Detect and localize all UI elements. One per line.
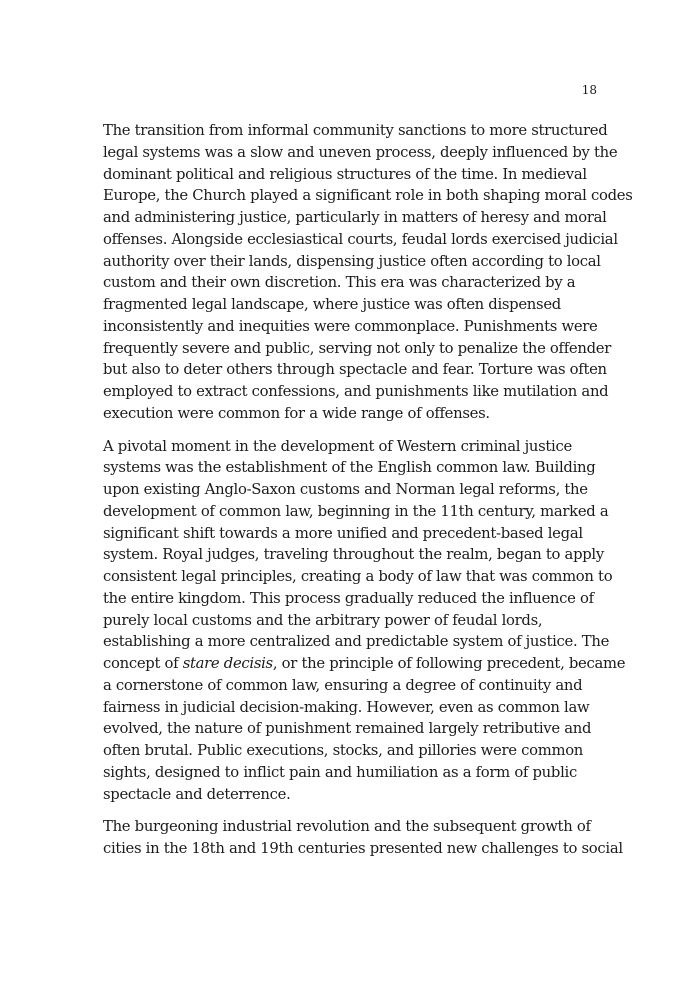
text-line: spectacle and deterrence. (103, 785, 291, 803)
paragraph (103, 120, 633, 425)
text-line: offenses. Alongside ecclesiastical courts, feudal lords exercised judicial (103, 230, 618, 248)
text-line: inconsistently and inequities were commonplace. Punishments were (103, 317, 598, 335)
content (103, 120, 633, 871)
text-line: significant shift towards a more unified and precedent-based legal (103, 524, 583, 542)
text-line: but also to deter others through spectacle and fear. Torture was often (103, 361, 607, 379)
text-line: The burgeoning industrial revolution and the subsequent growth of (103, 818, 591, 836)
text-line: frequently severe and public, serving not only to penalize the offender (103, 339, 611, 357)
text-line: and administering justice, particularly in matters of heresy and moral (103, 209, 607, 226)
text-line: A pivotal moment in the development of Western criminal justice (103, 437, 572, 455)
text-line (103, 653, 626, 675)
text-line: dominant political and religious structures of the time. In medieval (103, 165, 587, 183)
text-line: execution were common for a wide range of offenses. (103, 404, 490, 422)
text-line: often brutal. Public executions, stocks, and pillories were common (103, 742, 584, 759)
text-line: The transition from informal community sanctions to more structured (103, 122, 608, 139)
text-line: sights, designed to inflict pain and humiliation as a form of public (103, 763, 577, 781)
text-line: purely local customs and the arbitrary power of feudal lords, (103, 611, 543, 629)
paragraph (103, 816, 623, 860)
text-line: authority over their lands, dispensing justice often according to local (103, 252, 601, 270)
page-number: 18 (581, 83, 597, 97)
text-line: systems was the establishment of the English common law. Building (103, 459, 596, 477)
text-line: legal systems was a slow and uneven process, deeply influenced by the (103, 143, 618, 161)
text-line: the entire kingdom. This process gradually reduced the influence of (103, 589, 594, 607)
text-line: consistent legal principles, creating a body of law that was common to (103, 568, 613, 585)
text-line: a cornerstone of common law, ensuring a degree of continuity and (103, 676, 583, 694)
text-line: evolved, the nature of punishment remained largely retributive and (103, 720, 592, 738)
text-segment: , or the principle of following precedent, became (272, 655, 626, 672)
text-line: custom and their own discretion. This era was characterized by a (103, 274, 576, 292)
text-line: development of common law, beginning in the 11th century, marked a (103, 502, 609, 520)
text-line: cities in the 18th and 19th centuries presented new challenges to social (103, 840, 623, 857)
text-line: Europe, the Church played a significant role in both shaping moral codes (103, 187, 633, 205)
text-line: establishing a more centralized and predictable system of justice. The (103, 633, 610, 651)
text-line: system. Royal judges, traveling throughout the realm, began to apply (103, 546, 604, 564)
paragraph (103, 436, 626, 806)
text-line: upon existing Anglo-Saxon customs and Norman legal reforms, the (103, 481, 588, 498)
italic-term: stare decisis (182, 655, 273, 672)
text-line: employed to extract confessions, and punishments like mutilation and (103, 383, 609, 400)
text-segment: concept of (103, 655, 183, 672)
text-line: fairness in judicial decision-making. However, even as common law (103, 698, 590, 716)
text-line: fragmented legal landscape, where justice was often dispensed (103, 296, 561, 313)
